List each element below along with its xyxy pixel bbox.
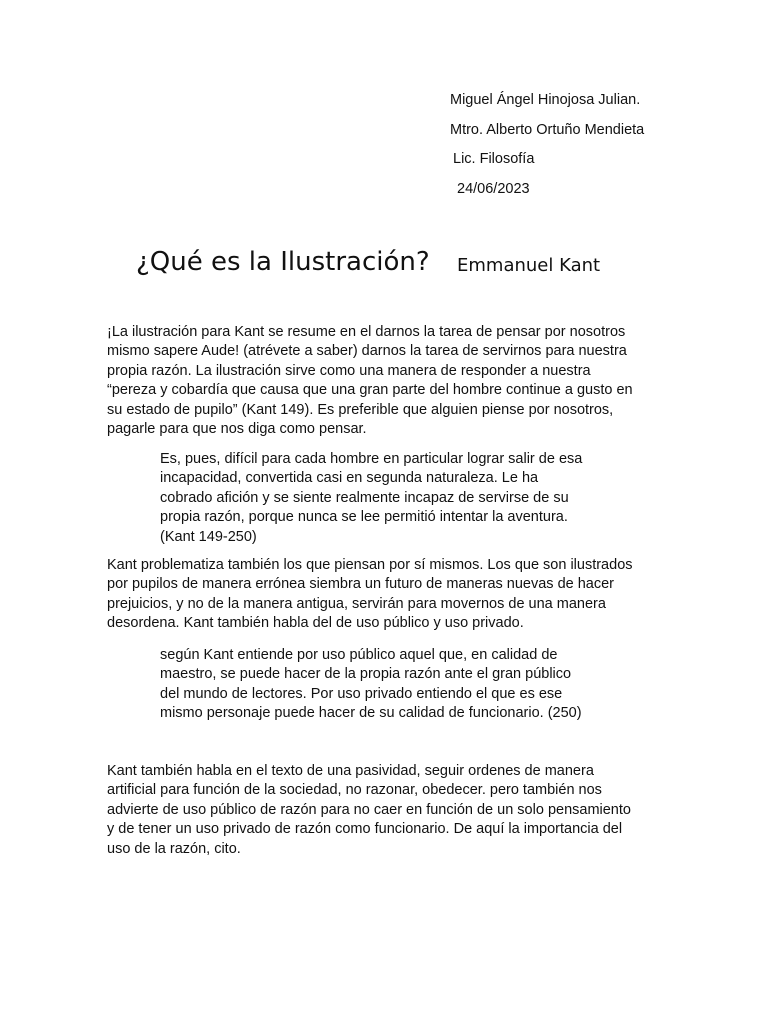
teacher-name: Mtro. Alberto Ortuño Mendieta <box>450 122 645 138</box>
text-line: propia razón. La ilustración sirve como una manera de responder a nuestra <box>107 362 591 379</box>
block-quote-2 <box>160 646 582 724</box>
document-title: ¿Qué es la Ilustración? <box>136 247 430 277</box>
text-line: prejuicios, y no de la manera antigua, servirán para movernos de una manera <box>107 595 606 612</box>
text-line: cobrado afición y se siente realmente incapaz de servirse de su <box>160 489 569 506</box>
program-name: Lic. Filosofía <box>453 151 535 167</box>
text-line: mismo sapere Aude! (atrévete a saber) darnos la tarea de servirnos para nuestra <box>107 343 627 360</box>
text-line: desordena. Kant también habla del de uso público y uso privado. <box>107 615 524 632</box>
text-line: y de tener un uso privado de razón como funcionario. De aquí la importancia del <box>107 821 623 838</box>
text-line: advierte de uso público de razón para no caer en función de un solo pensamiento <box>107 801 631 818</box>
text-line: Es, pues, difícil para cada hombre en particular lograr salir de esa <box>160 451 583 467</box>
text-line: maestro, se puede hacer de la propia razón ante el gran público <box>160 666 572 683</box>
text-line: pagarle para que nos diga como pensar. <box>107 421 367 438</box>
text-line: según Kant entiende por uso público aquel que, en calidad de <box>160 647 558 663</box>
text-line: (Kant 149-250) <box>160 528 257 545</box>
paragraph-1 <box>107 323 633 439</box>
text-line: su estado de pupilo” (Kant 149). Es preferible que alguien piense por nosotros, <box>107 401 614 418</box>
text-line: mismo personaje puede hacer de su calidad de funcionario. (250) <box>160 705 582 722</box>
paragraph-2 <box>107 556 633 634</box>
text-line: Kant problematiza también los que piensan por sí mismos. Los que son ilustrados <box>107 557 633 573</box>
document-subtitle: Emmanuel Kant <box>457 255 601 276</box>
text-line: “pereza y cobardía que causa que una gran parte del hombre continue a gusto en <box>107 382 633 399</box>
block-quote-1 <box>160 450 582 547</box>
text-line: artificial para función de la sociedad, no razonar, obedecer. pero también nos <box>107 782 602 799</box>
text-line: ¡La ilustración para Kant se resume en el darnos la tarea de pensar por nosotros <box>107 324 626 340</box>
text-line: del mundo de lectores. Por uso privado entiendo el que es ese <box>160 685 563 702</box>
text-line: uso de la razón, cito. <box>107 840 241 857</box>
text-line: Kant también habla en el texto de una pasividad, seguir ordenes de manera <box>107 763 594 779</box>
author-name: Miguel Ángel Hinojosa Julian. <box>450 92 641 108</box>
text-line: por pupilos de manera errónea siembra un futuro de maneras nuevas de hacer <box>107 576 614 593</box>
text-line: propia razón, porque nunca se lee permitió intentar la aventura. <box>160 509 568 526</box>
paragraph-3 <box>107 762 631 859</box>
text-line: incapacidad, convertida casi en segunda naturaleza. Le ha <box>160 470 539 487</box>
document-date: 24/06/2023 <box>457 181 530 197</box>
